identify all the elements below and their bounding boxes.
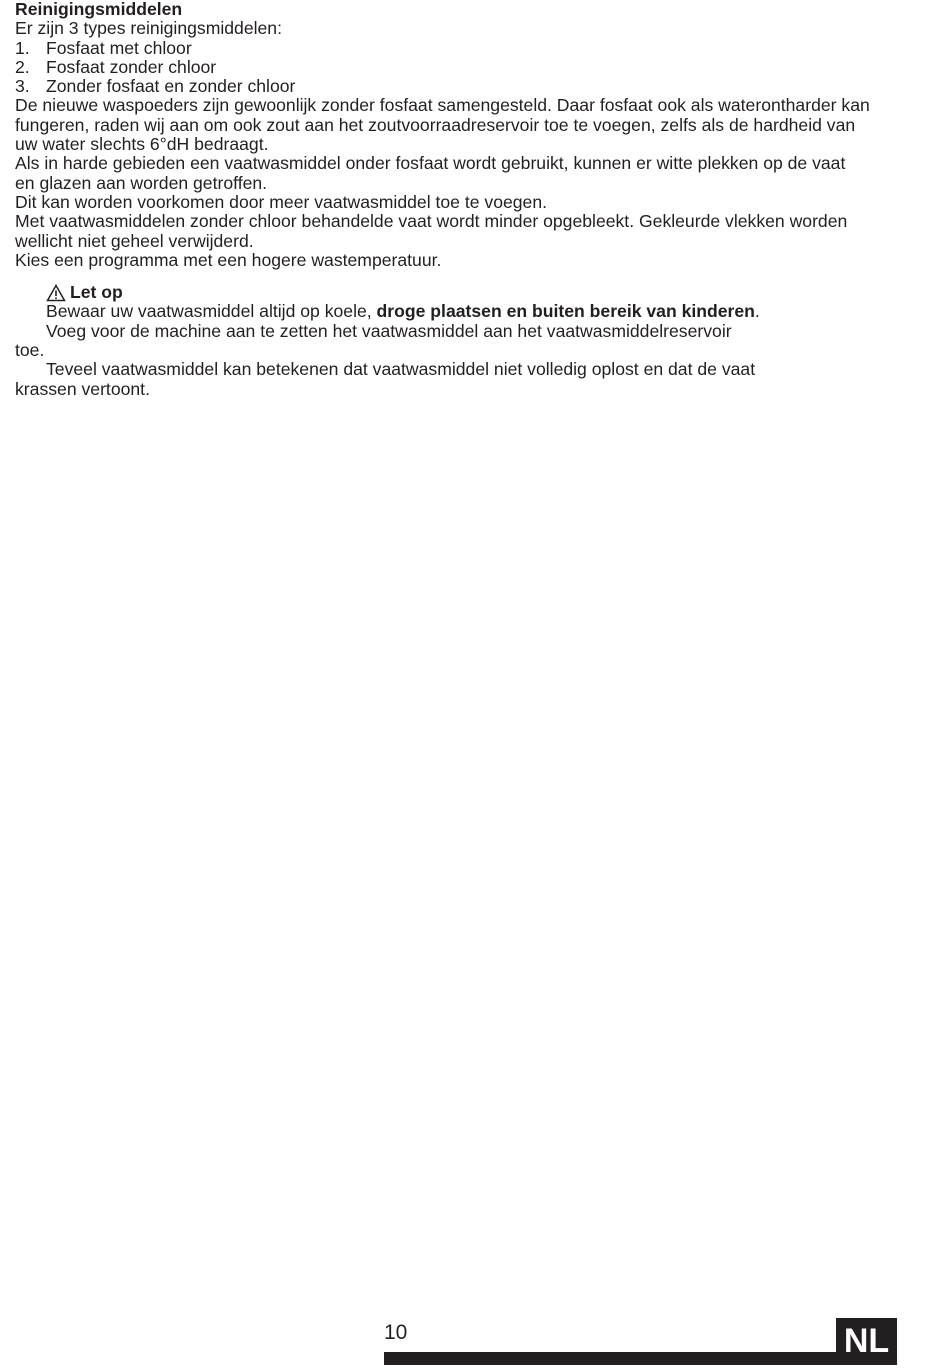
warning-line-storage bbox=[15, 302, 945, 321]
warning-triangle-icon bbox=[46, 284, 66, 302]
warning-line: krassen vertoont. bbox=[15, 378, 150, 399]
body-line: Met vaatwasmiddelen zonder chloor behandelde vaat wordt minder opgebleekt. Gekleurde vlekken worden bbox=[15, 211, 848, 232]
list-item bbox=[15, 58, 945, 77]
page-content bbox=[15, 0, 945, 399]
body-line: wellicht niet geheel verwijderd. bbox=[15, 230, 254, 251]
list-item bbox=[15, 39, 945, 58]
list-number: 2. bbox=[15, 56, 30, 77]
warning-line: toe. bbox=[15, 340, 45, 361]
section-intro: Er zijn 3 types reinigingsmiddelen: bbox=[15, 18, 282, 39]
warning-title bbox=[15, 283, 945, 302]
warning-emphasis: droge plaatsen en buiten bereik van kinderen bbox=[376, 301, 755, 322]
list-item bbox=[15, 77, 945, 96]
list-text: Fosfaat met chloor bbox=[46, 37, 192, 58]
list-number: 3. bbox=[15, 76, 30, 97]
page-number: 10 bbox=[384, 1321, 408, 1344]
body-line: Als in harde gebieden een vaatwasmiddel onder fosfaat wordt gebruikt, kunnen er witte plekken op de vaat bbox=[15, 153, 846, 174]
body-line: uw water slechts 6°dH bedraagt. bbox=[15, 134, 269, 155]
warning-title-text: Let op bbox=[70, 282, 123, 303]
section-title: Reinigingsmiddelen bbox=[15, 0, 183, 19]
language-badge: NL bbox=[836, 1318, 897, 1365]
warning-block bbox=[15, 283, 945, 399]
body-line: Kies een programma met een hogere wastemperatuur. bbox=[15, 249, 442, 270]
body-line: De nieuwe waspoeders zijn gewoonlijk zonder fosfaat samengesteld. Daar fosfaat ook als waterontharder kan bbox=[15, 95, 870, 116]
list-text: Fosfaat zonder chloor bbox=[46, 56, 217, 77]
warning-line: Voeg voor de machine aan te zetten het vaatwasmiddel aan het vaatwasmiddelreservoir bbox=[46, 320, 732, 341]
warning-text: Bewaar uw vaatwasmiddel altijd op koele, bbox=[46, 301, 377, 322]
body-line: en glazen aan worden getroffen. bbox=[15, 172, 268, 193]
warning-line: Teveel vaatwasmiddel kan betekenen dat vaatwasmiddel niet volledig oplost en dat de vaat bbox=[46, 359, 756, 380]
list-text: Zonder fosfaat en zonder chloor bbox=[46, 76, 296, 97]
body-line: Dit kan worden voorkomen door meer vaatwasmiddel toe te voegen. bbox=[15, 191, 548, 212]
warning-text: . bbox=[754, 301, 760, 322]
body-line: fungeren, raden wij aan om ook zout aan het zoutvoorraadreservoir toe te voegen, zelfs als de hardheid van bbox=[15, 114, 856, 135]
detergent-type-list bbox=[15, 39, 945, 97]
footer-bar bbox=[384, 1352, 897, 1365]
body-text bbox=[15, 96, 945, 270]
list-number: 1. bbox=[15, 37, 30, 58]
